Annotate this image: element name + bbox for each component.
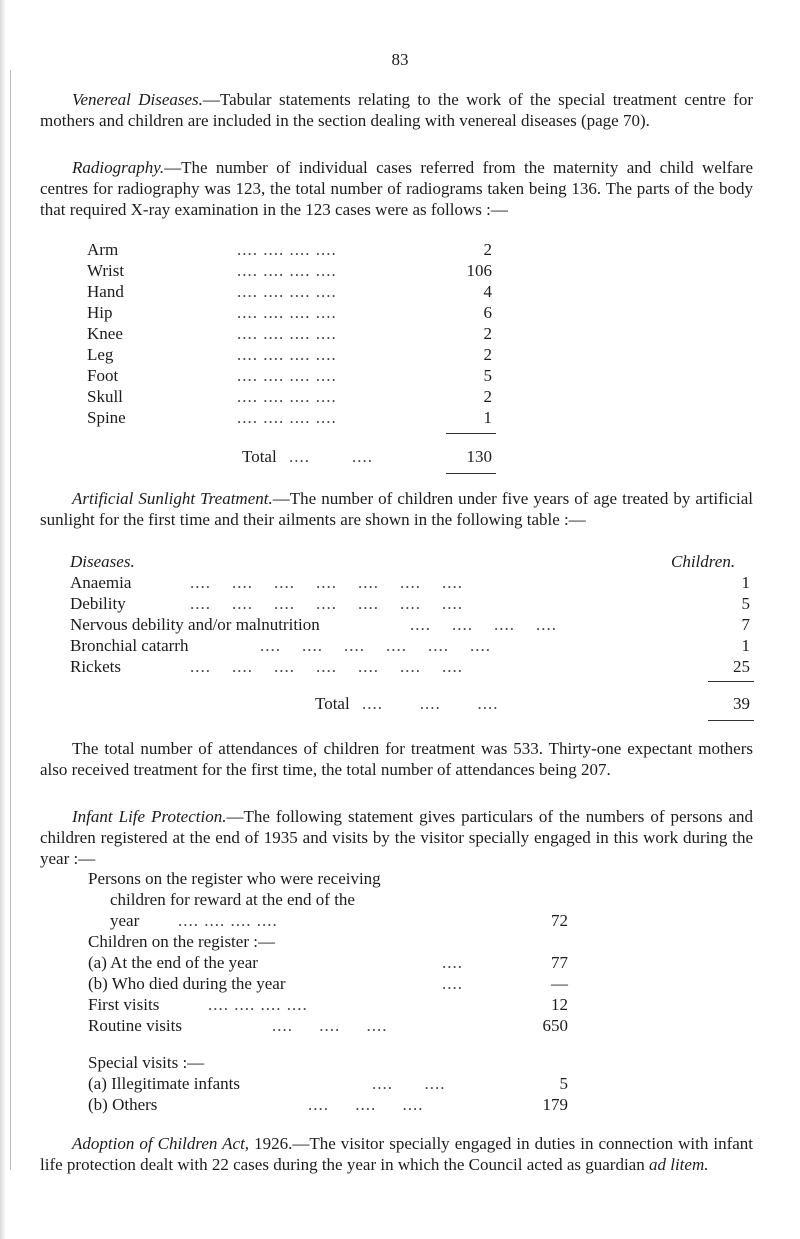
- table-row: [87, 260, 492, 281]
- dot-leader: .... .... .... ....: [178, 911, 278, 930]
- dot-leader: .... ....: [372, 1074, 446, 1093]
- scan-edge: [0, 0, 6, 1239]
- venereal-text: —Tabular statements relating to the work of the special treatment centre for mothers and children are included in the section dealing with venereal diseases (page 70).: [40, 90, 753, 130]
- total-rule: [446, 473, 496, 474]
- dot-leader: .... .... .... ....: [237, 408, 337, 427]
- dot-leader: .... .... .... ....: [208, 995, 308, 1014]
- children-count: 5: [741, 594, 750, 613]
- persons-label-continued: children for reward at the end of the: [110, 890, 355, 909]
- statement-line: [88, 868, 568, 889]
- case-count: 4: [483, 282, 492, 301]
- attendances-paragraph: The total number of attendances of children for treatment was 533. Thirty-one expectant mothers also received treatment for the first time, the total number of attendances being 207.: [40, 739, 753, 779]
- dot-leader: .... .... .... ....: [237, 303, 337, 322]
- table-row: [87, 281, 492, 302]
- routine-visits-label: Routine visits: [88, 1016, 182, 1035]
- dot-leader: .... .... .... ....: [237, 387, 337, 406]
- dot-leader: .... .... .... .... .... .... ....: [190, 573, 463, 592]
- case-count: 2: [483, 345, 492, 364]
- table-row: [70, 656, 750, 677]
- dot-leader: .... .... .... ....: [237, 366, 337, 385]
- body-part: Skull: [87, 387, 123, 406]
- total-row: [70, 693, 750, 714]
- statement-line: [88, 889, 568, 910]
- children-count: 1: [741, 636, 750, 655]
- illegitimate-infants-label: (a) Illegitimate infants: [88, 1074, 240, 1093]
- dot-leader: .... .... .... .... .... .... ....: [190, 657, 463, 676]
- body-part: Foot: [87, 366, 119, 385]
- statement-line: [88, 1015, 568, 1036]
- children-count: 7: [741, 615, 750, 634]
- disease-name: Anaemia: [70, 573, 132, 592]
- body-part: Knee: [87, 324, 123, 343]
- infant-heading: Infant Life Protection.: [72, 807, 227, 826]
- dot-leader: .... .... ....: [272, 1016, 388, 1035]
- case-count: 1: [483, 408, 492, 427]
- others-count: 179: [542, 1095, 568, 1114]
- dot-leader: .... .... .... ....: [237, 240, 337, 259]
- dot-leader: .... .... .... ....: [237, 324, 337, 343]
- first-visits-count: 12: [551, 995, 568, 1014]
- subtotal-rule: [708, 681, 754, 682]
- special-visits-label: Special visits :—: [88, 1053, 205, 1072]
- table-row: [70, 635, 750, 656]
- case-count: 2: [483, 324, 492, 343]
- infant-paragraph: [40, 806, 753, 869]
- body-part: Arm: [87, 240, 119, 259]
- column-header-diseases: Diseases.: [70, 552, 135, 571]
- dot-leader: .... .... .... .... .... ....: [260, 636, 491, 655]
- persons-count: 72: [551, 911, 568, 930]
- died-count: —: [551, 974, 568, 993]
- statement-line: [88, 931, 568, 952]
- dot-leader: .... .... ....: [308, 1095, 424, 1114]
- children-count: 1: [741, 573, 750, 592]
- body-part: Hand: [87, 282, 124, 301]
- persons-label: Persons on the register who were receiving: [88, 869, 381, 888]
- total-row: [87, 446, 492, 467]
- page-number: 83: [391, 50, 409, 69]
- table-row: [70, 572, 750, 593]
- body-part: Hip: [87, 303, 113, 322]
- case-count: 5: [483, 366, 492, 385]
- children-register-label: Children on the register :—: [88, 932, 275, 951]
- table-row: [87, 386, 492, 407]
- dot-leader: .... .... .... ....: [237, 282, 337, 301]
- body-part: Spine: [87, 408, 126, 427]
- persons-label-end: year: [110, 911, 140, 930]
- body-part: Wrist: [87, 261, 125, 280]
- dot-leader: .... ....: [289, 447, 373, 466]
- statement-line: [88, 1094, 568, 1115]
- case-count: 6: [483, 303, 492, 322]
- case-count: 2: [483, 240, 492, 259]
- case-count: 106: [466, 261, 492, 280]
- dot-leader: ....: [442, 974, 463, 993]
- disease-name: Rickets: [70, 657, 121, 676]
- first-visits-label: First visits: [88, 995, 160, 1014]
- dot-leader: .... .... .... ....: [237, 345, 337, 364]
- subtotal-rule: [446, 433, 496, 434]
- dot-leader: .... .... .... ....: [410, 615, 557, 634]
- died-label: (b) Who died during the year: [88, 974, 286, 993]
- venereal-heading: Venereal Diseases.: [72, 90, 203, 109]
- total-count: 130: [466, 447, 492, 466]
- dot-leader: .... .... ....: [362, 694, 499, 713]
- routine-visits-count: 650: [542, 1016, 568, 1035]
- body-part: Leg: [87, 345, 114, 364]
- statement-line: [88, 1073, 568, 1094]
- scan-margin-line: [10, 70, 11, 1170]
- others-label: (b) Others: [88, 1095, 158, 1114]
- total-count: 39: [733, 694, 750, 713]
- end-of-year-count: 77: [551, 953, 568, 972]
- table-row: [87, 365, 492, 386]
- radiography-text: —The number of individual cases referred from the maternity and child welfare centres for radiography was 123, the total number of radiograms taken being 136. The parts of the body that required X-ray examination in the 123 cases were as follows :—: [40, 158, 753, 219]
- total-label: Total: [315, 694, 350, 713]
- radiography-heading: Radiography.: [72, 158, 165, 177]
- statement-line: [88, 952, 568, 973]
- table-row: [87, 302, 492, 323]
- adoption-tail: ad litem.: [648, 1155, 709, 1174]
- table-row: [87, 344, 492, 365]
- dot-leader: .... .... .... .... .... .... ....: [190, 594, 463, 613]
- radiography-paragraph: [40, 157, 753, 220]
- table-row: [70, 593, 750, 614]
- dot-leader: ....: [442, 953, 463, 972]
- column-header-children: Children.: [671, 552, 736, 571]
- adoption-paragraph: [40, 1133, 753, 1175]
- table-row: [87, 323, 492, 344]
- illegitimate-infants-count: 5: [559, 1074, 568, 1093]
- statement-line: [88, 973, 568, 994]
- adoption-text: 1926.—The visitor specially engaged in duties in connection with infant life protection dealt with 22 cases during the year in which the Council acted as guardian: [40, 1134, 753, 1174]
- disease-name: Nervous debility and/or malnutrition: [70, 615, 320, 634]
- venereal-paragraph: [40, 89, 753, 131]
- sunlight-paragraph: [40, 488, 753, 530]
- statement-line: [88, 910, 568, 931]
- total-label: Total: [242, 447, 277, 466]
- statement-line: [88, 1052, 568, 1073]
- sunlight-text: —The number of children under five years of age treated by artificial sunlight for the first time and their ailments are shown in the following table :—: [40, 489, 754, 529]
- total-rule: [708, 720, 754, 721]
- table-row: [87, 407, 492, 428]
- dot-leader: .... .... .... ....: [237, 261, 337, 280]
- end-of-year-label: (a) At the end of the year: [88, 953, 258, 972]
- table-row: [87, 239, 492, 260]
- case-count: 2: [483, 387, 492, 406]
- disease-name: Debility: [70, 594, 126, 613]
- statement-line: [88, 994, 568, 1015]
- children-count: 25: [733, 657, 750, 676]
- adoption-heading: Adoption of Children Act,: [72, 1134, 250, 1153]
- infant-text: —The following statement gives particulars of the numbers of persons and children registered at the end of 1935 and visits by the visitor specially engaged in this work during the year :—: [40, 807, 754, 868]
- sunlight-heading: Artificial Sunlight Treatment.: [72, 489, 273, 508]
- table-row: [70, 614, 750, 635]
- disease-name: Bronchial catarrh: [70, 636, 189, 655]
